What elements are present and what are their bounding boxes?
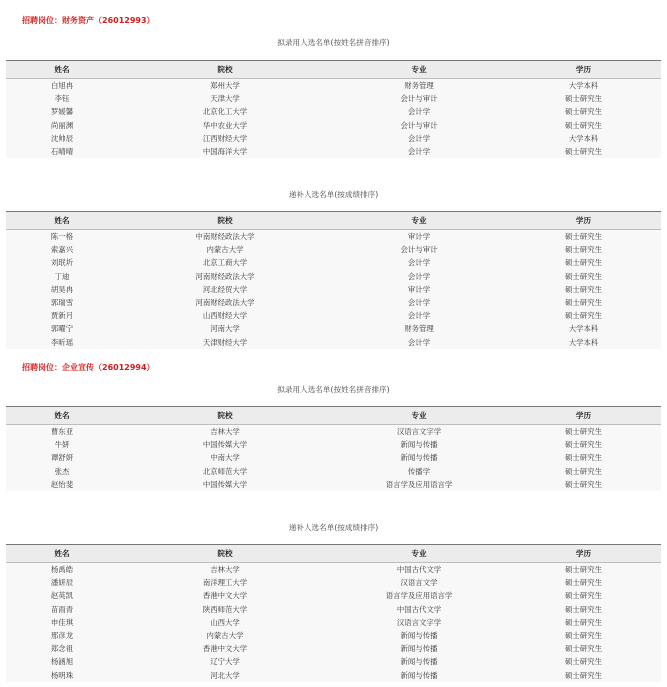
table-body: [6, 563, 661, 682]
table-row: [6, 309, 661, 322]
cell-school: 山西财经大学: [202, 311, 248, 321]
cell-school: 河南财经政法大学: [195, 271, 255, 281]
table-header-row: [6, 545, 661, 563]
column-header-name: 姓名: [54, 549, 70, 558]
table-row: [6, 655, 661, 668]
table-row: [6, 576, 661, 589]
table-row: [6, 132, 661, 145]
table-header-row: [6, 61, 661, 79]
cell-name: 沈帅辰: [50, 133, 74, 143]
cell-school: 中国传媒大学: [202, 440, 248, 450]
column-header-school: 院校: [217, 549, 233, 558]
cell-major: 会计学: [407, 337, 431, 347]
table-row: [6, 105, 661, 118]
table-row: [6, 438, 661, 451]
column-header-major: 专业: [411, 549, 427, 558]
table-body: [6, 425, 661, 491]
table-row: [6, 119, 661, 132]
table-row: [6, 92, 661, 105]
cell-major: 审计学: [407, 232, 431, 241]
cell-name: 邢彦龙: [50, 630, 74, 640]
table-row: [6, 425, 661, 438]
table-row: [6, 629, 661, 642]
backup-table-finance: [6, 211, 661, 349]
table-row: [6, 589, 661, 602]
cell-major: 汉语言文字学: [396, 617, 442, 627]
table-body: [6, 79, 661, 158]
cell-degree: 硕士研究生: [565, 258, 602, 268]
cell-name: 罗媛馨: [50, 107, 74, 117]
cell-major: 会计学: [407, 271, 431, 281]
cell-major: 会计与审计: [400, 245, 438, 255]
cell-major: 汉语言文学: [400, 578, 438, 588]
cell-name: 谭舒妍: [50, 453, 74, 463]
cell-name: 潘妍辰: [50, 578, 74, 588]
cell-degree: 硕士研究生: [565, 670, 602, 680]
cell-major: 会计学: [407, 146, 431, 156]
cell-degree: 硕士研究生: [565, 146, 602, 156]
cell-degree: 硕士研究生: [565, 630, 602, 640]
cell-school: 北京工商大学: [202, 258, 248, 268]
cell-major: 会计与审计: [400, 94, 438, 104]
cell-degree: 硕士研究生: [565, 245, 602, 255]
cell-degree: 硕士研究生: [565, 440, 602, 450]
table-row: [6, 296, 661, 309]
column-header-name: 姓名: [54, 411, 70, 420]
column-header-major: 专业: [411, 216, 427, 225]
column-header-major: 专业: [411, 411, 427, 420]
cell-major: 会计学: [407, 258, 431, 268]
cell-degree: 硕士研究生: [565, 591, 602, 601]
cell-degree: 硕士研究生: [565, 271, 602, 281]
cell-major: 语言学及应用语言学: [385, 479, 453, 489]
cell-major: 新闻与传播: [400, 644, 438, 654]
cell-school: 内蒙古大学: [206, 630, 244, 640]
hire-table-finance: [6, 60, 661, 158]
table-body: [6, 230, 661, 349]
table-row: [6, 243, 661, 256]
table-row: [6, 669, 661, 682]
table-header-row: [6, 212, 661, 230]
column-header-school: 院校: [217, 65, 233, 74]
cell-name: 赵怡斐: [50, 479, 74, 489]
cell-school: 江西财经大学: [202, 133, 248, 143]
cell-degree: 硕士研究生: [565, 107, 602, 117]
cell-name: 张杰: [54, 466, 70, 476]
cell-name: 郑念祖: [50, 644, 74, 654]
column-header-name: 姓名: [54, 216, 70, 225]
cell-degree: 硕士研究生: [565, 644, 602, 654]
cell-major: 会计学: [407, 107, 431, 117]
cell-degree: 大学本科: [568, 337, 599, 347]
cell-degree: 大学本科: [568, 81, 599, 90]
cell-school: 吉林大学: [210, 427, 240, 436]
table-caption: 递补人选名单(按成绩排序): [288, 190, 379, 199]
table-caption: 递补人选名单(按成绩排序): [288, 523, 379, 532]
cell-school: 河南大学: [210, 324, 240, 334]
cell-name: 索嘉兴: [50, 245, 74, 255]
cell-major: 新闻与传播: [400, 453, 438, 463]
column-header-degree: 学历: [575, 549, 592, 558]
cell-major: 会计学: [407, 297, 431, 307]
table-row: [6, 478, 661, 491]
cell-name: 丁迪: [54, 271, 70, 281]
cell-school: 河南财经政法大学: [195, 297, 255, 307]
cell-major: 中国古代文学: [396, 604, 442, 614]
hire-table-publicity: [6, 406, 661, 491]
cell-school: 郑州大学: [210, 81, 240, 90]
cell-major: 语言学及应用语言学: [385, 591, 453, 601]
section-title-publicity: 招聘岗位：企业宣传（26012994）: [22, 363, 155, 372]
table-row: [6, 145, 661, 158]
cell-name: 杨涵旭: [50, 657, 74, 667]
cell-school: 辽宁大学: [210, 657, 240, 667]
cell-degree: 大学本科: [568, 324, 599, 334]
cell-major: 财务管理: [404, 324, 434, 334]
table-row: [6, 465, 661, 478]
cell-degree: 硕士研究生: [565, 565, 602, 574]
table-row: [6, 230, 661, 243]
cell-major: 中国古代文学: [396, 565, 442, 574]
cell-name: 贾新月: [50, 311, 74, 321]
cell-school: 香港中文大学: [202, 591, 248, 601]
cell-name: 白旭冉: [50, 81, 74, 90]
cell-degree: 硕士研究生: [565, 94, 602, 104]
cell-name: 郭曜宁: [50, 324, 74, 334]
cell-name: 申佳琪: [50, 617, 74, 627]
cell-degree: 硕士研究生: [565, 284, 602, 294]
column-header-school: 院校: [217, 411, 233, 420]
cell-school: 河北大学: [210, 670, 240, 680]
cell-name: 石晴晴: [50, 146, 74, 156]
cell-name: 尚丽渊: [50, 120, 74, 130]
cell-name: 胡昊冉: [50, 284, 74, 294]
cell-degree: 硕士研究生: [565, 578, 602, 588]
cell-major: 审计学: [407, 284, 431, 294]
cell-name: 苗雨青: [50, 604, 74, 614]
table-row: [6, 616, 661, 629]
cell-school: 内蒙古大学: [206, 245, 244, 255]
table-row: [6, 563, 661, 576]
column-header-degree: 学历: [575, 411, 592, 420]
cell-degree: 大学本科: [568, 133, 599, 143]
cell-degree: 硕士研究生: [565, 479, 602, 489]
cell-school: 吉林大学: [210, 565, 240, 574]
table-row: [6, 336, 661, 349]
cell-school: 南洋理工大学: [202, 578, 248, 588]
cell-degree: 硕士研究生: [565, 466, 602, 476]
cell-degree: 硕士研究生: [565, 657, 602, 667]
column-header-major: 专业: [411, 65, 427, 74]
table-header-row: [6, 407, 661, 425]
cell-major: 财务管理: [404, 81, 434, 90]
table-row: [6, 283, 661, 296]
column-header-school: 院校: [217, 216, 233, 225]
cell-school: 北京化工大学: [202, 107, 248, 117]
cell-school: 北京师范大学: [202, 466, 248, 476]
cell-school: 中国海洋大学: [202, 146, 248, 156]
table-row: [6, 642, 661, 655]
cell-name: 牛妍: [54, 440, 70, 450]
cell-major: 会计与审计: [400, 120, 438, 130]
cell-name: 赵英凯: [50, 591, 74, 601]
cell-degree: 硕士研究生: [565, 453, 602, 463]
table-caption: 拟录用人选名单(按姓名拼音排序): [277, 385, 390, 394]
cell-school: 天津财经大学: [202, 337, 248, 347]
table-row: [6, 270, 661, 283]
cell-degree: 硕士研究生: [565, 604, 602, 614]
cell-major: 传播学: [407, 466, 431, 476]
cell-degree: 硕士研究生: [565, 427, 602, 436]
cell-major: 汉语言文字学: [396, 427, 442, 436]
cell-school: 华中农业大学: [202, 120, 248, 130]
column-header-degree: 学历: [575, 65, 592, 74]
table-row: [6, 79, 661, 92]
column-header-degree: 学历: [575, 216, 592, 225]
cell-name: 李昕瑶: [50, 337, 74, 347]
cell-name: 陈一格: [50, 232, 74, 241]
cell-major: 新闻与传播: [400, 657, 438, 667]
backup-table-publicity: [6, 544, 661, 682]
cell-school: 陕西师范大学: [202, 604, 248, 614]
cell-degree: 硕士研究生: [565, 297, 602, 307]
table-caption: 拟录用人选名单(按姓名拼音排序): [277, 38, 390, 47]
table-row: [6, 256, 661, 269]
table-row: [6, 603, 661, 616]
cell-school: 天津大学: [210, 94, 240, 104]
cell-name: 杨明珠: [50, 670, 74, 680]
cell-major: 新闻与传播: [400, 670, 438, 680]
cell-major: 会计学: [407, 133, 431, 143]
cell-degree: 硕士研究生: [565, 120, 602, 130]
cell-major: 会计学: [407, 311, 431, 321]
cell-degree: 硕士研究生: [565, 232, 602, 241]
cell-school: 山西大学: [210, 617, 240, 627]
cell-name: 杨禹皓: [50, 565, 74, 574]
table-row: [6, 451, 661, 464]
cell-school: 中南财经政法大学: [195, 232, 255, 241]
cell-degree: 硕士研究生: [565, 617, 602, 627]
cell-name: 郭瑞雪: [50, 297, 74, 307]
cell-major: 新闻与传播: [400, 440, 438, 450]
cell-major: 新闻与传播: [400, 630, 438, 640]
cell-degree: 硕士研究生: [565, 311, 602, 321]
cell-school: 河北经贸大学: [202, 284, 248, 294]
column-header-name: 姓名: [54, 65, 70, 74]
cell-name: 曹东亚: [50, 427, 74, 436]
cell-school: 中南大学: [210, 453, 240, 463]
table-row: [6, 322, 661, 335]
cell-school: 中国传媒大学: [202, 479, 248, 489]
cell-school: 香港中文大学: [202, 644, 248, 654]
cell-name: 刘珉圻: [50, 258, 74, 268]
cell-name: 李钰: [54, 94, 70, 104]
section-title-finance: 招聘岗位：财务资产（26012993）: [22, 16, 155, 25]
